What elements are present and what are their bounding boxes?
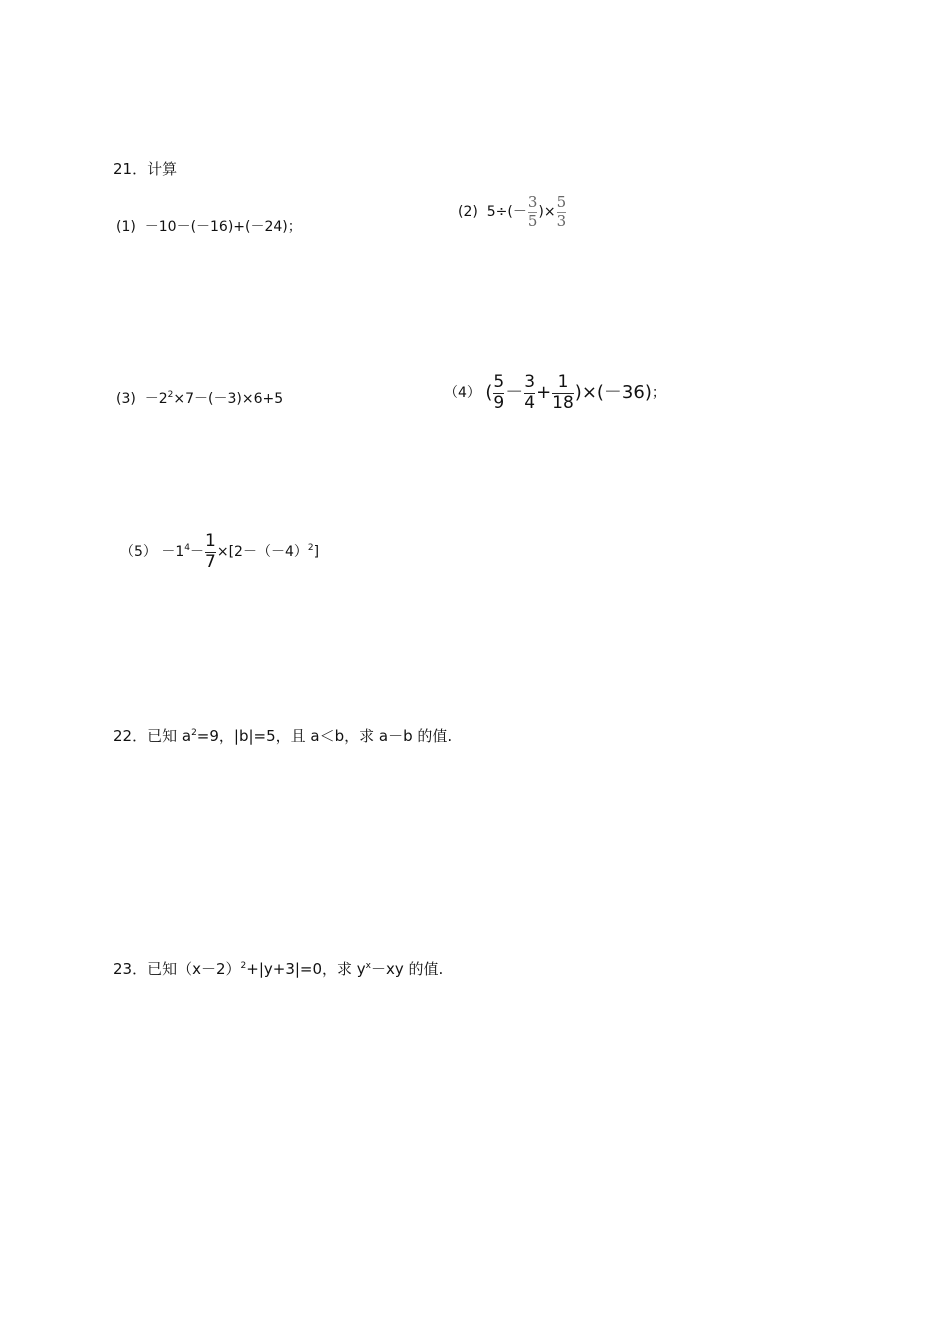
part4-fraction-2 bbox=[524, 374, 535, 413]
part5-f-numerator: 1 bbox=[205, 531, 216, 551]
part4-f3-numerator: 1 bbox=[557, 372, 569, 392]
part2-fraction-1 bbox=[528, 195, 538, 230]
part2-f2-numerator: 5 bbox=[556, 193, 567, 211]
q21-part3 bbox=[116, 392, 283, 406]
part4-f1-numerator: 5 bbox=[493, 372, 505, 392]
q22-exponent: 2 bbox=[191, 728, 197, 738]
part4-f2-numerator: 3 bbox=[524, 372, 536, 392]
q22-post: =9，|b|=5，且 a＜b，求 a－b 的值. bbox=[196, 727, 453, 745]
part3-exponent: 2 bbox=[167, 390, 174, 400]
part4-f2-denominator: 4 bbox=[524, 392, 536, 413]
part4-minus: － bbox=[505, 382, 524, 404]
q22-pre: 22．已知 a bbox=[113, 727, 192, 745]
q23-post: －xy 的值. bbox=[371, 960, 444, 978]
q23-text bbox=[113, 962, 443, 977]
part5-pre: －1 bbox=[161, 544, 185, 561]
part5-minus: － bbox=[190, 544, 205, 561]
q21-part2 bbox=[458, 195, 567, 230]
q23-pre: 23．已知（x－2） bbox=[113, 960, 241, 978]
part5-expression-end bbox=[217, 545, 319, 559]
q22-text bbox=[113, 729, 452, 744]
part2-mid: )× bbox=[538, 204, 556, 221]
part1-label: (1) bbox=[116, 219, 136, 235]
part5-label: （5） bbox=[120, 544, 157, 561]
part1-expression: －10－(－16)+(－24)； bbox=[144, 219, 302, 235]
part4-tail: )×(－36) bbox=[574, 382, 652, 404]
part4-f3-denominator: 18 bbox=[552, 392, 574, 413]
part5-close: ] bbox=[313, 544, 320, 561]
q21-part5 bbox=[120, 533, 319, 572]
q21-part1 bbox=[116, 220, 302, 234]
q23-exponent-x: x bbox=[365, 961, 371, 971]
part4-fraction-1 bbox=[493, 374, 504, 413]
part2-pre: 5÷(－ bbox=[486, 204, 527, 221]
part5-f-denominator: 7 bbox=[205, 551, 216, 572]
part3-label: (3) bbox=[116, 391, 136, 407]
q21-part4 bbox=[444, 374, 666, 413]
part2-f1-numerator: 3 bbox=[527, 193, 538, 211]
part2-fraction-2 bbox=[557, 195, 567, 230]
q21-title: 21．计算 bbox=[113, 160, 178, 178]
part4-label: （4） bbox=[444, 385, 481, 402]
part5-exponent-1: 4 bbox=[184, 543, 191, 554]
part5-fraction bbox=[205, 533, 216, 572]
part4-plus: + bbox=[536, 382, 552, 404]
part3-pre: －2 bbox=[144, 391, 168, 407]
q23-mid: +|y+3|=0，求 y bbox=[246, 960, 366, 978]
part4-open-paren: ( bbox=[485, 382, 493, 404]
part4-fraction-3 bbox=[552, 374, 574, 413]
part2-f1-denominator: 5 bbox=[527, 211, 538, 230]
q23-exponent: 2 bbox=[240, 961, 247, 971]
part4-f1-denominator: 9 bbox=[493, 392, 505, 413]
part3-post: ×7－(－3)×6+5 bbox=[173, 391, 284, 407]
part5-mid: ×[2－（－4） bbox=[216, 544, 308, 561]
part4-semicolon: ； bbox=[651, 385, 666, 402]
part2-label: (2) bbox=[458, 204, 478, 221]
part5-exponent-2: 2 bbox=[307, 543, 314, 554]
part5-expression-start bbox=[161, 545, 204, 559]
part2-f2-denominator: 3 bbox=[556, 211, 567, 230]
